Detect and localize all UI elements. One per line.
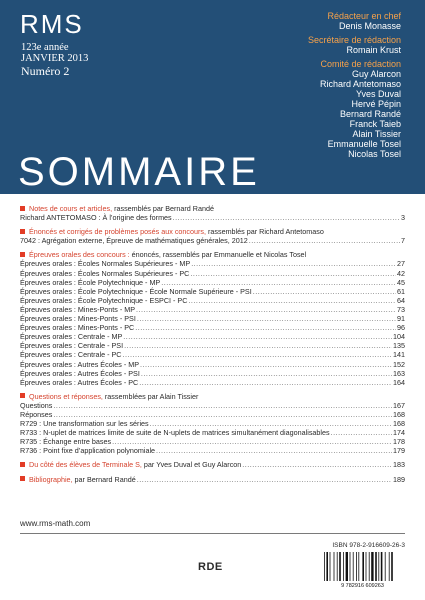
toc-entry[interactable]: R736 : Point fixe d’application polynomiale ..... 179 (20, 446, 405, 455)
committee-member: Emmanuelle Tosel (327, 139, 401, 149)
committee-member: Franck Taieb (349, 119, 401, 129)
toc-entry[interactable]: Épreuves orales : Mines-Ponts - PC ..... 96 (20, 323, 405, 332)
publisher-logo: RDE (198, 561, 223, 573)
toc-entry[interactable]: R729 : Une transformation sur les séries ..... 168 (20, 419, 405, 428)
committee-member: Yves Duval (355, 89, 401, 99)
toc-entry[interactable]: Épreuves orales : Autres Écoles - PSI ..... 163 (20, 369, 405, 378)
toc-section-heading: Notes de cours et articles, rassemblés par Bernard Randé (20, 204, 405, 213)
issue-month: JANVIER 2013 (21, 53, 89, 64)
committee-member: Bernard Randé (339, 109, 401, 119)
committee-member: Hervé Pépin (351, 99, 401, 109)
toc-entry[interactable]: Épreuves orales : Écoles Normales Supérieures - PC ..... 42 (20, 269, 405, 278)
toc-entry[interactable]: R735 : Échange entre bases ..... 178 (20, 437, 405, 446)
toc-section-heading: Énoncés et corrigés de problèmes posés aux concours, rassemblés par Richard Antetomaso (20, 227, 405, 236)
issue-year: 123e année (21, 42, 69, 53)
issue-info (21, 42, 88, 78)
toc-entry[interactable]: Épreuves orales : Centrale - PSI ..... 135 (20, 341, 405, 350)
red-square-icon (20, 476, 25, 481)
divider (20, 533, 405, 534)
isbn: ISBN 978-2-916609-26-3 (332, 542, 405, 549)
table-of-contents (20, 204, 405, 484)
issue-number: Numéro 2 (21, 64, 70, 78)
red-square-icon (20, 252, 25, 257)
toc-entry[interactable]: Épreuves orales : École Polytechnique - École Normale Supérieure - PSI ..... 61 (20, 287, 405, 296)
toc-entry[interactable]: Épreuves orales : Autres Écoles - PC ..... 164 (20, 378, 405, 387)
toc-entry[interactable]: Réponses ..... 168 (20, 410, 405, 419)
toc-entry[interactable]: Questions ..... 167 (20, 401, 405, 410)
toc-entry[interactable]: Épreuves orales : Écoles Normales Supérieures - MP ..... 27 (20, 259, 405, 268)
red-square-icon (20, 393, 25, 398)
toc-entry[interactable]: Épreuves orales : Autres Écoles - MP ..... 152 (20, 360, 405, 369)
editor-role: Rédacteur en chef (327, 11, 401, 21)
toc-entry[interactable]: Épreuves orales : École Polytechnique - ESPCI - PC ..... 64 (20, 296, 405, 305)
toc-entry[interactable]: Épreuves orales : Centrale - MP ..... 104 (20, 332, 405, 341)
cover-band (0, 0, 425, 194)
committee-member: Richard Antetomaso (319, 79, 401, 89)
toc-entry[interactable]: Richard ANTETOMASO : À l’origine des formes ..... 3 (20, 213, 405, 222)
toc-entry[interactable]: Épreuves orales : Centrale - PC ..... 141 (20, 350, 405, 359)
red-square-icon (20, 206, 25, 211)
editorial-staff (231, 11, 401, 159)
red-square-icon (20, 462, 25, 467)
toc-entry[interactable]: Épreuves orales : Mines-Ponts - PSI ..... 91 (20, 314, 405, 323)
toc-section-heading: Questions et réponses, rassemblées par Alain Tissier (20, 392, 405, 401)
committee-member: Nicolas Tosel (348, 149, 401, 159)
editor-name: Denis Monasse (338, 21, 401, 31)
toc-entry[interactable]: 7042 : Agrégation externe, Épreuve de mathématiques générales, 2012 ..... 7 (20, 236, 405, 245)
website-link[interactable]: www.rms-math.com (20, 519, 91, 528)
barcode-icon (320, 552, 405, 588)
toc-section-entry[interactable]: Bibliographie, par Bernard Randé ..... 189 (20, 475, 405, 484)
secretary-name: Romain Krust (346, 45, 401, 55)
barcode-digits: 9 782916 609263 (341, 583, 384, 588)
red-square-icon (20, 229, 25, 234)
page-title: SOMMAIRE (18, 150, 260, 194)
toc-section-heading: Épreuves orales des concours : énoncés, rassemblés par Emmanuelle et Nicolas Tosel (20, 250, 405, 259)
committee-member: Alain Tissier (352, 129, 401, 139)
secretary-role: Secrétaire de rédaction (307, 35, 401, 45)
journal-logo: RMS (20, 9, 84, 39)
toc-entry[interactable]: R733 : N-uplet de matrices limite de suite de N-uplets de matrices simultanément diagonalisables ..... 174 (20, 428, 405, 437)
committee-role: Comité de rédaction (320, 59, 401, 69)
toc-entry[interactable]: Épreuves orales : École Polytechnique - MP ..... 45 (20, 278, 405, 287)
committee-member: Guy Alarcon (351, 69, 401, 79)
toc-entry[interactable]: Épreuves orales : Mines-Ponts - MP ..... 73 (20, 305, 405, 314)
toc-section-entry[interactable]: Du côté des élèves de Terminale S, par Yves Duval et Guy Alarcon ..... 183 (20, 460, 405, 469)
